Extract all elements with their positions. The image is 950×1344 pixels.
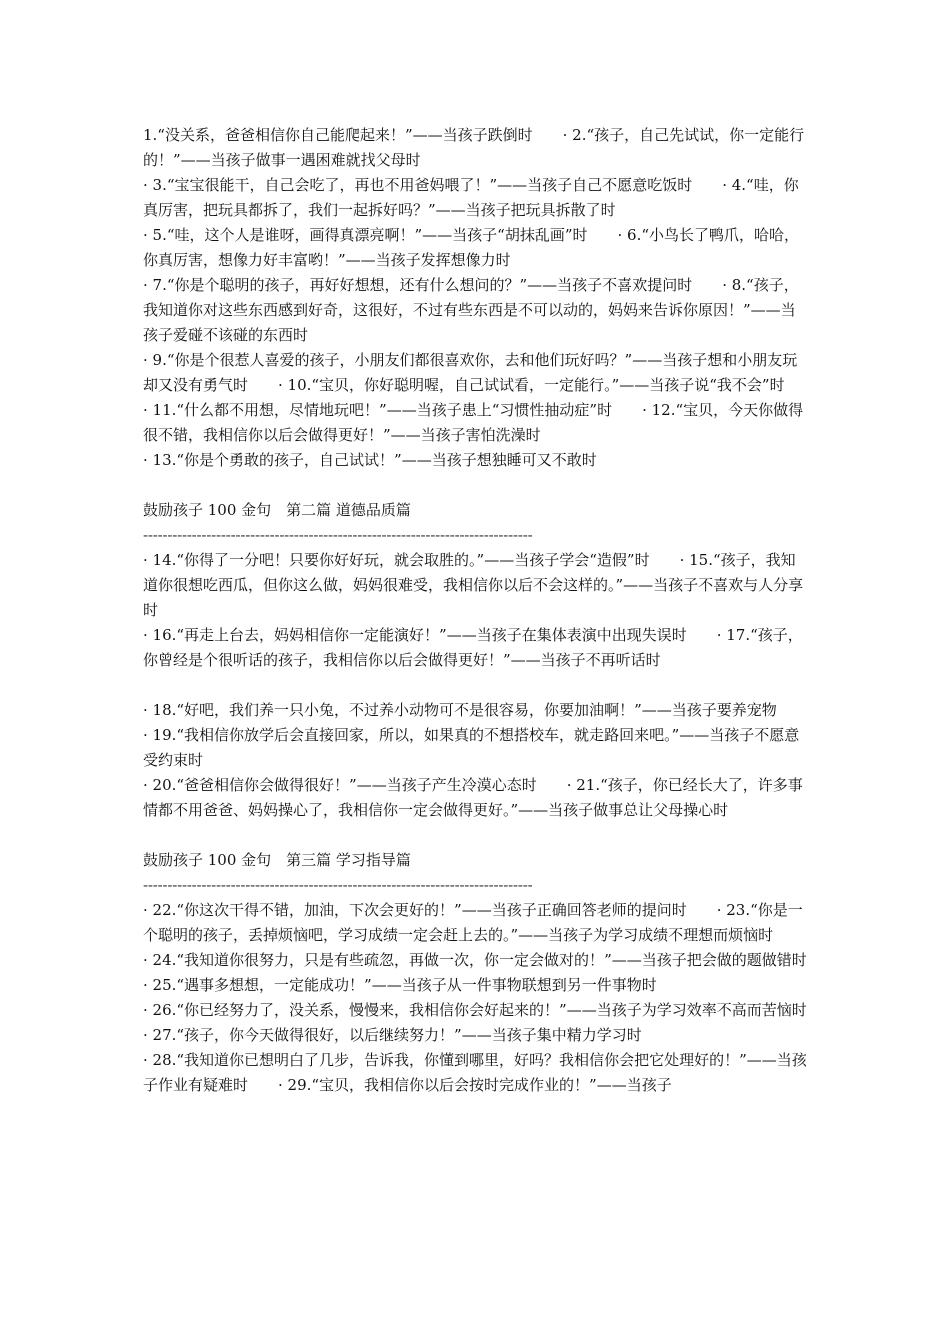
list-item: · 24.“我知道你很努力，只是有些疏忽，再做一次，你一定会做对的！”——当孩子把会做的题做错时 · 25.“遇事多想想，一定能成功！”——当孩子从一件事物联想到另一件事物时 [143,951,837,994]
list-item: · 20.“爸爸相信你会做得很好！”——当孩子产生冷漠心态时 · 21.“孩子，你已经长大了，许多事情都不用爸爸、妈妈操心了，我相信你一定会做得更好。”——当孩子做事总让父母操心时 [143,776,803,819]
list-item: · 18.“好吧，我们养一只小兔，不过养小动物可不是很容易，你要加油啊！”——当孩子要养宠物 · 19.“我相信你放学后会直接回家，所以，如果真的不想搭校车，就走路回来吧。”——当孩子不愿意受约束时 [143,701,807,769]
section-2 [143,498,810,823]
divider: -------------------------------------------------------------------------------- [143,876,533,894]
list-item: · 16.“再走上台去，妈妈相信你一定能演好！”——当孩子在集体表演中出现失误时 · 17.“孩子，你曾经是个很听话的孩子，我相信你以后会做得更好！”——当孩子不再听话时 [143,626,803,669]
document-body [143,123,837,1098]
section-heading: 鼓励孩子 100 金句 第二篇 道德品质篇 [143,501,411,519]
list-item: · 3.“宝宝很能干，自己会吃了，再也不用爸妈喂了！”——当孩子自己不愿意吃饭时 · 4.“哇，你真厉害，把玩具都拆了，我们一起拆好吗？”——当孩子把玩具拆散了时 [143,176,799,219]
section-heading: 鼓励孩子 100 金句 第三篇 学习指导篇 [143,851,411,869]
list-item: · 13.“你是个勇敢的孩子，自己试试！”——当孩子想独睡可又不敢时 [143,451,597,469]
list-item: · 5.“哇，这个人是谁呀，画得真漂亮啊！”——当孩子“胡抹乱画”时 · 6.“小鸟长了鸭爪，哈哈，你真厉害，想像力好丰富哟！”——当孩子发挥想像力时 [143,226,800,269]
section-1 [143,123,810,473]
list-item: 1.“没关系，爸爸相信你自己能爬起来！”——当孩子跌倒时 · 2.“孩子，自己先试试，你一定能行的！”——当孩子做事一遇困难就找父母时 [143,126,805,169]
divider: -------------------------------------------------------------------------------- [143,526,533,544]
section-3 [143,848,837,1098]
list-item: · 22.“你这次干得不错，加油，下次会更好的！”——当孩子正确回答老师的提问时 · 23.“你是一个聪明的孩子，丢掉烦恼吧，学习成绩一定会赶上去的。”——当孩子为学习成绩不理想而烦恼时 [143,901,803,944]
spacer [143,473,810,498]
list-item: · 14.“你得了一分吧！只要你好好玩，就会取胜的。”——当孩子学会“造假”时 · 15.“孩子，我知道你很想吃西瓜，但你这么做，妈妈很难受，我相信你以后不会这样的。”——当孩子不喜欢与人分享时 [143,551,804,619]
list-item: · 11.“什么都不用想，尽情地玩吧！”——当孩子患上“习惯性抽动症”时 · 12.“宝贝，今天你做得很不错，我相信你以后会做得更好！”——当孩子害怕洗澡时 [143,401,804,444]
spacer [143,823,810,848]
list-item: · 9.“你是个很惹人喜爱的孩子，小朋友们都很喜欢你，去和他们玩好吗？”——当孩子想和小朋友玩却又没有勇气时 · 10.“宝贝，你好聪明喔，自己试试看，一定能行。”——当孩子说“我不会”时 [143,351,798,394]
list-item: · 26.“你已经努力了，没关系，慢慢来，我相信你会好起来的！”——当孩子为学习效率不高而苦恼时 · 27.“孩子，你今天做得很好，以后继续努力！”——当孩子集中精力学习时 [143,1001,837,1044]
list-item: · 7.“你是个聪明的孩子，再好好想想，还有什么想问的？”——当孩子不喜欢提问时 · 8.“孩子，我知道你对这些东西感到好奇，这很好，不过有些东西是不可以动的，妈妈来告诉你原因！”——当孩子爱碰不该碰的东西时 [143,276,799,344]
spacer [143,673,810,698]
list-item: · 28.“我知道你已想明白了几步，告诉我，你懂到哪里，好吗？我相信你会把它处理好的！”——当孩子作业有疑难时 · 29.“宝贝，我相信你以后会按时完成作业的！”——当孩子 [143,1051,807,1094]
